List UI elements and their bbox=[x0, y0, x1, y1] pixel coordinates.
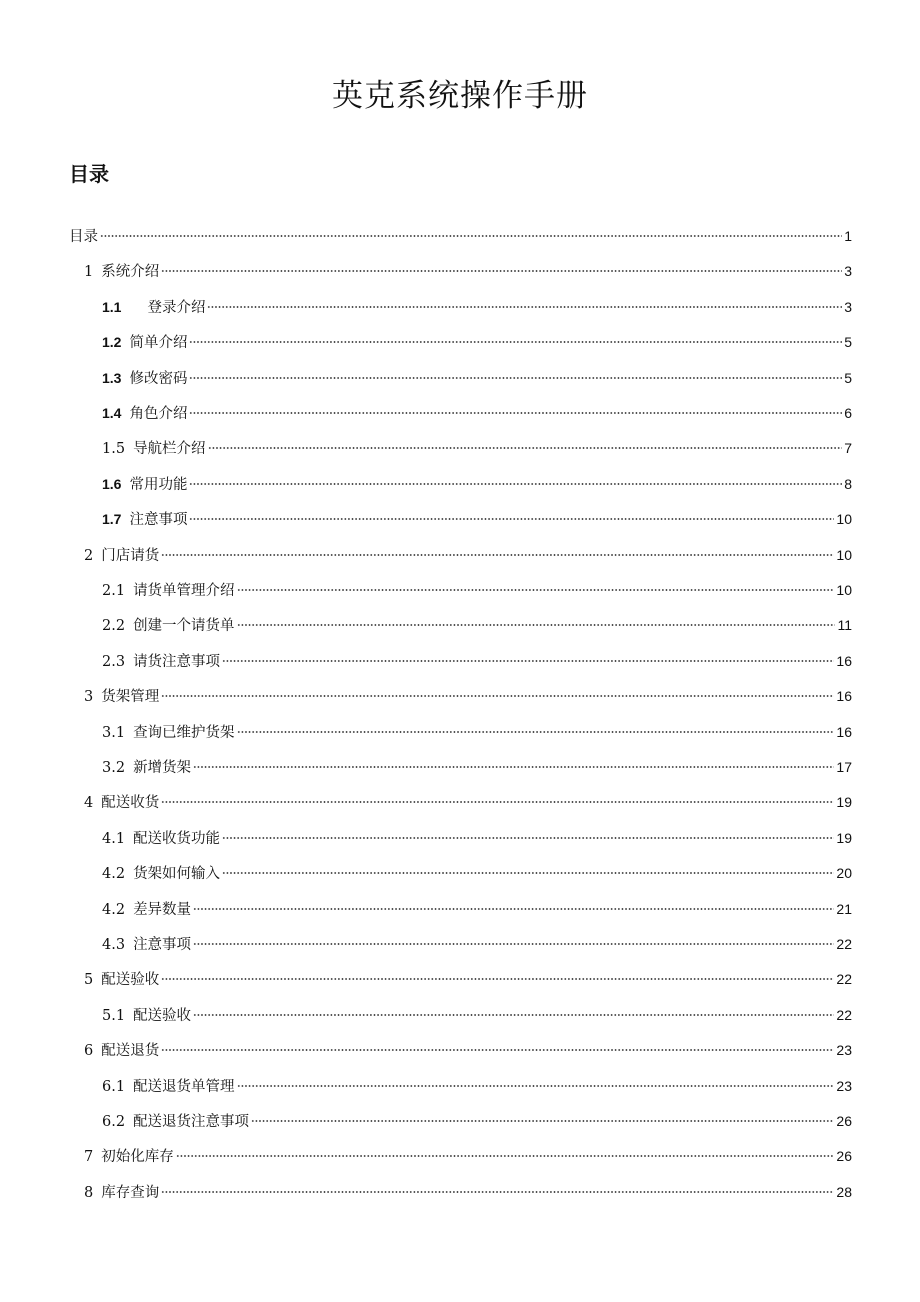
toc-dot-leader bbox=[161, 270, 842, 272]
toc-dot-leader bbox=[161, 1191, 834, 1193]
toc-entry-number: 4.3 bbox=[102, 937, 126, 953]
toc-dot-leader bbox=[100, 235, 842, 237]
toc-entry-title: 配送退货 bbox=[101, 1043, 160, 1059]
toc-entry-title: 注意事项 bbox=[129, 512, 188, 528]
toc-entry-title: 配送收货 bbox=[101, 795, 160, 811]
toc-entry-number: 3.1 bbox=[102, 725, 126, 741]
toc-entry[interactable] bbox=[102, 507, 852, 531]
toc-dot-leader bbox=[189, 518, 834, 520]
toc-entry-page-number: 28 bbox=[836, 1184, 852, 1200]
toc-entry[interactable] bbox=[102, 578, 852, 602]
toc-entry-title: 门店请货 bbox=[101, 548, 160, 564]
toc-dot-leader bbox=[161, 978, 834, 980]
toc-entry-page-number: 6 bbox=[844, 405, 852, 421]
toc-entry[interactable] bbox=[84, 1038, 852, 1062]
toc-entry[interactable] bbox=[84, 543, 852, 567]
toc-entry-page-number: 26 bbox=[836, 1113, 852, 1129]
toc-entry[interactable] bbox=[102, 720, 852, 744]
toc-entry-page-number: 10 bbox=[836, 582, 852, 598]
toc-entry[interactable] bbox=[84, 1180, 852, 1204]
toc-entry-title: 常用功能 bbox=[129, 477, 188, 493]
toc-dot-leader bbox=[193, 908, 834, 910]
toc-dot-leader bbox=[193, 1014, 834, 1016]
toc-entry-number: 5.1 bbox=[102, 1008, 126, 1024]
toc-entry-page-number: 10 bbox=[836, 547, 852, 563]
toc-entry-page-number: 19 bbox=[836, 794, 852, 810]
toc-entry-page-number: 5 bbox=[844, 370, 852, 386]
toc-entry-number: 3 bbox=[84, 689, 94, 705]
toc-entry-title: 角色介绍 bbox=[129, 406, 188, 422]
toc-dot-leader bbox=[193, 766, 834, 768]
toc-entry-number: 6.1 bbox=[102, 1079, 126, 1095]
toc-entry[interactable] bbox=[102, 613, 852, 637]
toc-entry-number: 4.2 bbox=[102, 866, 126, 882]
toc-entry-title: 货架如何输入 bbox=[133, 866, 221, 882]
toc-entry-number: 1 bbox=[84, 264, 94, 280]
toc-entry-number: 4.1 bbox=[102, 831, 126, 847]
toc-heading: 目录 bbox=[69, 162, 109, 186]
toc-dot-leader bbox=[161, 695, 834, 697]
toc-entry-title: 目录 bbox=[69, 229, 98, 245]
toc-entry-number: 5 bbox=[84, 972, 94, 988]
toc-entry-number: 2 bbox=[84, 548, 94, 564]
toc-entry[interactable] bbox=[102, 649, 852, 673]
toc-entry-title: 配送退货单管理 bbox=[133, 1079, 235, 1095]
toc-entry[interactable] bbox=[102, 401, 852, 425]
toc-entry-title: 简单介绍 bbox=[129, 335, 188, 351]
toc-entry-number: 8 bbox=[84, 1185, 94, 1201]
toc-entry-number: 4.2 bbox=[102, 902, 126, 918]
toc-entry-page-number: 26 bbox=[836, 1148, 852, 1164]
toc-dot-leader bbox=[222, 837, 834, 839]
toc-entry-page-number: 16 bbox=[836, 688, 852, 704]
toc-entry-page-number: 7 bbox=[844, 440, 852, 456]
toc-dot-leader bbox=[207, 306, 842, 308]
toc-entry-page-number: 1 bbox=[844, 228, 852, 244]
toc-entry-page-number: 19 bbox=[836, 830, 852, 846]
toc-entry[interactable] bbox=[102, 755, 852, 779]
toc-entry[interactable] bbox=[102, 295, 852, 319]
toc-entry-page-number: 22 bbox=[836, 936, 852, 952]
toc-dot-leader bbox=[189, 377, 842, 379]
toc-entry-number: 2.1 bbox=[102, 583, 126, 599]
toc-dot-leader bbox=[189, 412, 842, 414]
toc-entry-title: 配送验收 bbox=[101, 972, 160, 988]
toc-entry[interactable] bbox=[102, 472, 852, 496]
toc-entry-number: 2.3 bbox=[102, 654, 126, 670]
toc-entry-number: 1.6 bbox=[102, 476, 122, 492]
toc-entry[interactable] bbox=[102, 366, 852, 390]
toc-entry[interactable] bbox=[102, 1109, 852, 1133]
toc-entry-number: 1.5 bbox=[102, 441, 126, 457]
toc-entry-page-number: 17 bbox=[836, 759, 852, 775]
toc-entry-title: 库存查询 bbox=[101, 1185, 160, 1201]
toc-dot-leader bbox=[176, 1155, 835, 1157]
toc-entry-title: 配送收货功能 bbox=[133, 831, 221, 847]
toc-entry-title: 登录介绍 bbox=[147, 300, 206, 316]
toc-dot-leader bbox=[193, 943, 834, 945]
toc-entry-title: 配送退货注意事项 bbox=[133, 1114, 250, 1130]
toc-entry-page-number: 3 bbox=[844, 299, 852, 315]
toc-entry-title: 差异数量 bbox=[133, 902, 192, 918]
toc-dot-leader bbox=[208, 447, 843, 449]
toc-dot-leader bbox=[189, 483, 842, 485]
toc-entry-title: 系统介绍 bbox=[101, 264, 160, 280]
toc-entry[interactable] bbox=[84, 967, 852, 991]
toc-entry[interactable] bbox=[84, 1144, 852, 1168]
toc-entry[interactable] bbox=[102, 1003, 852, 1027]
toc-dot-leader bbox=[161, 801, 834, 803]
toc-entry[interactable] bbox=[102, 861, 852, 885]
toc-entry-title: 创建一个请货单 bbox=[133, 618, 235, 634]
toc-entry-number: 6.2 bbox=[102, 1114, 126, 1130]
toc-entry-title: 请货单管理介绍 bbox=[133, 583, 235, 599]
toc-dot-leader bbox=[189, 341, 842, 343]
toc-entry[interactable] bbox=[102, 897, 852, 921]
toc-entry[interactable] bbox=[102, 826, 852, 850]
document-title: 英克系统操作手册 bbox=[332, 78, 588, 114]
toc-entry-number: 4 bbox=[84, 795, 94, 811]
toc-entry-number: 1.3 bbox=[102, 370, 122, 386]
toc-entry-page-number: 11 bbox=[837, 617, 852, 633]
toc-entry-title: 修改密码 bbox=[129, 371, 188, 387]
toc-entry-title: 注意事项 bbox=[133, 937, 192, 953]
toc-entry[interactable] bbox=[102, 932, 852, 956]
toc-entry-title: 货架管理 bbox=[101, 689, 160, 705]
toc-entry-title: 配送验收 bbox=[133, 1008, 192, 1024]
toc-dot-leader bbox=[161, 1049, 834, 1051]
toc-entry[interactable] bbox=[84, 259, 852, 283]
toc-entry-number: 1.1 bbox=[102, 299, 122, 315]
toc-entry-page-number: 23 bbox=[836, 1078, 852, 1094]
toc-entry-page-number: 10 bbox=[836, 511, 852, 527]
toc-dot-leader bbox=[251, 1120, 834, 1122]
toc-entry-number: 1.2 bbox=[102, 334, 122, 350]
toc-entry-number: 7 bbox=[84, 1149, 94, 1165]
toc-entry-title: 查询已维护货架 bbox=[133, 725, 235, 741]
toc-entry-title: 导航栏介绍 bbox=[133, 441, 206, 457]
toc-entry[interactable] bbox=[84, 684, 852, 708]
toc-entry-page-number: 21 bbox=[836, 901, 852, 917]
toc-entry[interactable] bbox=[69, 224, 852, 248]
toc-entry-page-number: 3 bbox=[844, 263, 852, 279]
toc-entry-page-number: 22 bbox=[836, 1007, 852, 1023]
toc-entry-number: 1.4 bbox=[102, 405, 122, 421]
toc-entry[interactable] bbox=[84, 790, 852, 814]
toc-entry[interactable] bbox=[102, 1074, 852, 1098]
toc-dot-leader bbox=[237, 731, 835, 733]
toc-entry-page-number: 5 bbox=[844, 334, 852, 350]
toc-entry-page-number: 16 bbox=[836, 724, 852, 740]
toc-entry-title: 新增货架 bbox=[133, 760, 192, 776]
toc-entry-number: 2.2 bbox=[102, 618, 126, 634]
toc-entry-page-number: 20 bbox=[836, 865, 852, 881]
toc-dot-leader bbox=[222, 660, 834, 662]
toc-entry-page-number: 22 bbox=[836, 971, 852, 987]
toc-entry-number: 1.7 bbox=[102, 511, 122, 527]
toc-entry[interactable] bbox=[102, 436, 852, 460]
toc-dot-leader bbox=[161, 554, 834, 556]
toc-entry[interactable] bbox=[102, 330, 852, 354]
toc-entry-page-number: 8 bbox=[844, 476, 852, 492]
toc-entry-number: 3.2 bbox=[102, 760, 126, 776]
toc-dot-leader bbox=[222, 872, 834, 874]
toc-dot-leader bbox=[237, 1085, 835, 1087]
toc-entry-page-number: 16 bbox=[836, 653, 852, 669]
toc-entry-number: 6 bbox=[84, 1043, 94, 1059]
toc-entry-title: 请货注意事项 bbox=[133, 654, 221, 670]
toc-entry-page-number: 23 bbox=[836, 1042, 852, 1058]
toc-entry-title: 初始化库存 bbox=[101, 1149, 174, 1165]
toc-dot-leader bbox=[237, 589, 835, 591]
toc-dot-leader bbox=[237, 624, 836, 626]
